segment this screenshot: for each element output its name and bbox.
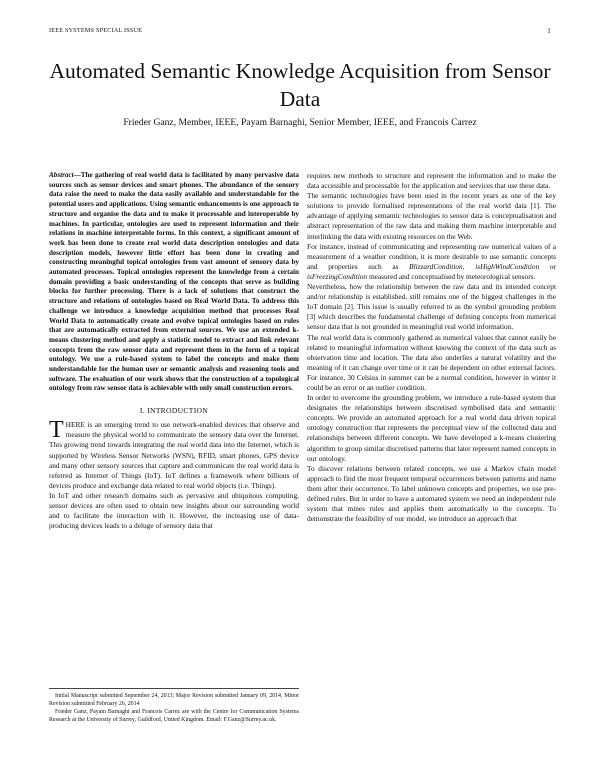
running-header xyxy=(49,27,551,39)
journal-name: IEEE SYSTEMS SPECIAL ISSUE xyxy=(49,27,143,34)
intro-paragraph-1-text: HERE is an emerging trend to use network-enabled devices that observe and measure the physical world to communicate the sensory data over the Internet. This growing trend towards integrating the real world data into the Internet, which is supported by Wireless Sensor Networks (WSN), RFID, smart phones, GPS device and many other sensory sources that capture and communicate the real world data is referred as Internet of Things (IoT). IoT defines a framework where billions of devices produce and exchange data related to real world objects (i.e. Things). xyxy=(49,420,299,490)
author-line: Frieder Ganz, Member, IEEE, Payam Barnaghi, Senior Member, IEEE, and Francois Carrez xyxy=(123,117,477,128)
instance-text-b: measured and conceptualised by meteorological sensors. xyxy=(367,271,536,281)
abstract-label: Abstract— xyxy=(49,171,81,179)
introduction xyxy=(49,417,299,531)
right-column xyxy=(307,171,556,524)
paragraph-real-world-data: The real world data is commonly gathered as numerical values that cannot easily be related to meaningful information without knowing the context of the data such as observation time and location. The data also underlies a natural volatility and the meaning of it can change over time or it can be dependent on other external factors. For instance, 30 Celsius in summer can be a normal condition, however in winter it could be an error or an outlier condition. xyxy=(307,332,556,392)
drop-cap: T xyxy=(49,417,64,444)
term-freezing: isFreezingCondition xyxy=(307,271,368,281)
abstract-text: The gathering of real world data is facilitated by many pervasive data sources such as sensor devices and smart phones. The abundance of the sensory data raise the need to make the data easily available and understandable for the potential users and applications. Using semantic enhancements is one approach to structure and organise the data and to make it processable and interoperable by machines. In particular, ontologies are used to represent information and their relations in machine interpretable forms. In this context, a significant amount of work has been done to create real world data description ontologies and data description models, however little effort has been done in creating and constructing meaningful topical ontologies from vast amount of sensory data by automated processes. Topical ontologies represent the knowledge from a certain domain providing a basic understanding of the concepts that serve as building blocks for further processing. There is a lack of solutions that construct the structure and relations of ontologies based on Real World Data. To address this challenge we introduce a knowledge acquisition method that processes Real World Data to automatically create and evolve topical ontologies based on rules that are automatically extracted from external sources. We use an extended k-means clustering method and apply a statistic model to extract and link relevant concepts from the raw sensor data and represent them in the form of a topical ontology. We use a rule-based system to label the concepts and make them understandable for the human user or semantic analysis and reasoning tools and software. The evaluation of our work shows that the construction of a topological ontology from raw sensor data is achievable with only small construction errors. xyxy=(49,171,299,393)
term-blizzard: BlizzardCondition xyxy=(409,261,463,271)
term-separator-2: or xyxy=(539,261,557,271)
term-separator-1: , xyxy=(462,261,476,271)
paragraph-grounding: Nevertheless, how the relationship between the raw data and its intended concept and/or relationship is established, still remains one of the biggest challenges in the IoT domain [2]. This issue is usually referred to as the symbol grounding problem [3] which describes the fundamental challenge of defining concepts from numerical sensor data that is not grounded in meaningful real world information. xyxy=(307,282,556,332)
paragraph-approach: In order to overcome the grounding problem, we introduce a rule-based system that designates the relationships between discretised symbolised data and semantic concepts. We provide an automated approach for a real world data driven topical ontology construction that represents the perceptual view of the collected data and relationships between different concepts. We have developed a k-means clustering algorithm to group similar discretised patterns that later represent named concepts in our ontology. xyxy=(307,393,556,463)
paper-title: Automated Semantic Knowledge Acquisition from Sensor Data xyxy=(49,59,551,111)
left-column xyxy=(49,171,299,531)
paragraph-instance xyxy=(307,242,556,282)
footnote-affiliation: Frieder Ganz, Payam Barnaghi and Francois Carrez are with the Centre for Communication Systems Research at the University of Surrey, Guildford, United Kingdom. Email: F.Ganz@Surrey.ac.uk. xyxy=(49,709,299,724)
abstract xyxy=(49,171,299,394)
intro-paragraph-2: In IoT and other research domains such as pervasive and ubiquitous computing, sensor devices are often used to obtain new insights about our surrounding world and to facilitate the interaction with it. However, the increasing use of data-producing devices leads to a deluge of sensory data that xyxy=(49,490,299,531)
term-highwind: isHighWindCondition xyxy=(475,261,540,271)
page-number: 1 xyxy=(547,27,551,35)
paragraph-relations: To discover relations between related concepts, we use a Markov chain model approach to find the most frequent temporal occurrences between patterns and name them after their occurrence. To label unknown concepts and properties, we use pre-defined rules. But in order to have a automated system we need an independent rule system that mines rules and applies them automatically to the concepts. To demonstrate the feasibility of our model, we introduce an approach that xyxy=(307,463,556,524)
footnote xyxy=(49,688,299,724)
section-heading: I. INTRODUCTION xyxy=(139,406,209,416)
intro-paragraph-1 xyxy=(49,417,299,491)
paragraph-semantic-tech: The semantic technologies have been used in the recent years as one of the key solutions to provide formalised representations of the real world data [1]. The advantage of applying semantic technologies to sensor data is conceptualisation and abstract representation of the raw data and making them machine interpretable and interlinking the data with existing resources on the Web. xyxy=(307,191,556,241)
footnote-submission: Initial Manuscript submitted September 24, 2013; Major Revision submitted January 09, 2014, Minor Revision submitted February 26, 2014 xyxy=(49,693,299,708)
paragraph-continued: requires new methods to structure and represent the information and to make the data accessible and processable for the application and services that use these data. xyxy=(307,171,556,191)
instance-text-a: For instance, instead of communicating and representing raw numerical values of a measurement of a weather condition, it is more desirable to use semantic concepts and properties such as xyxy=(307,241,556,271)
